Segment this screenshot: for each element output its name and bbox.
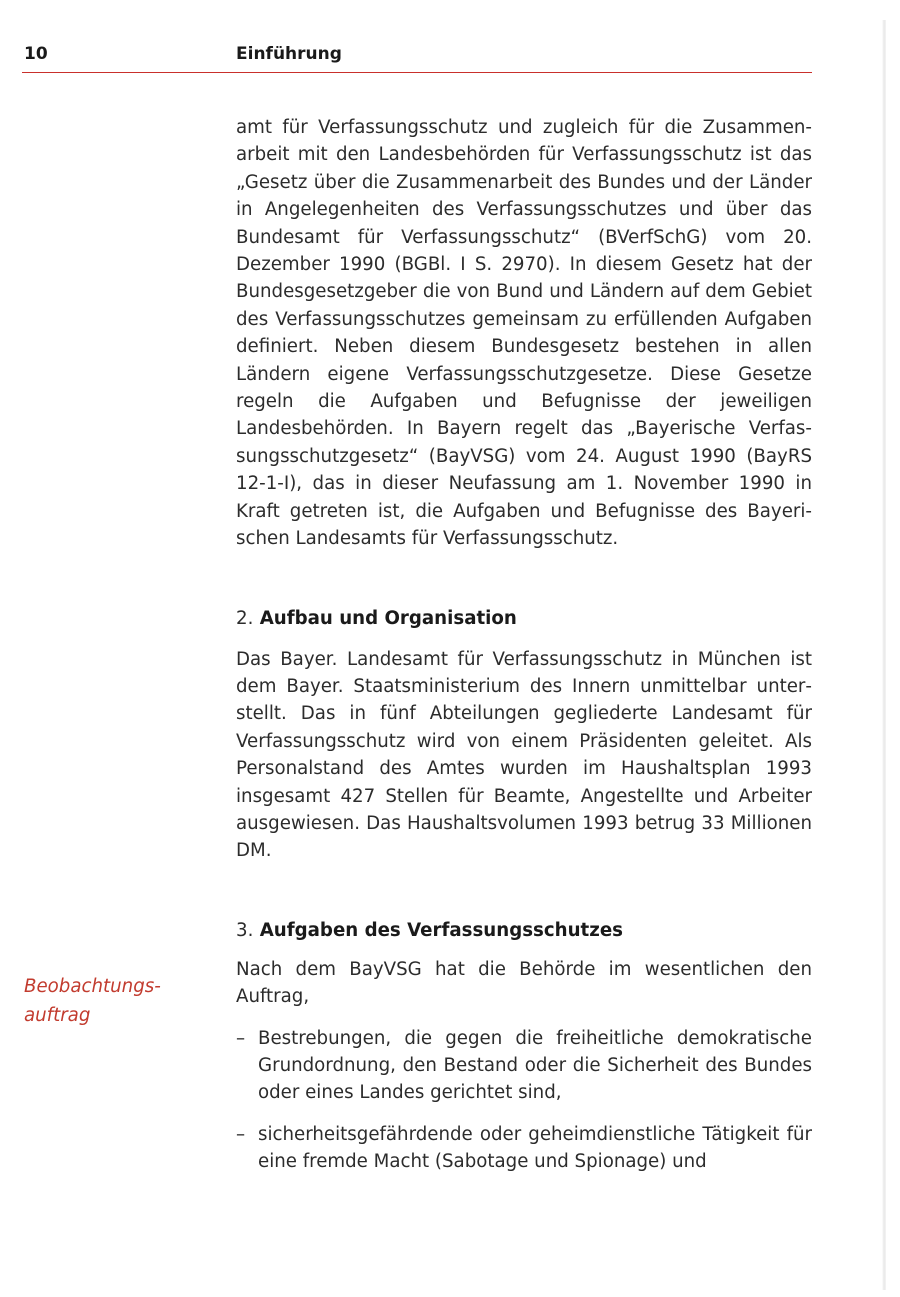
margin-note-line-2: auftrag: [24, 1005, 91, 1026]
list-item-text: sicherheitsgefährdende oder geheimdienstliche Tätigkeit für eine fremde Macht (Sabotage und Spionage) und: [258, 1123, 812, 1173]
section-3-number: 3.: [236, 919, 254, 941]
list-item-text: Bestrebungen, die gegen die freiheitliche demokratische Grundordnung, den Bestand oder die Sicherheit des Bundes oder eines Landes gerichtet sind,: [258, 1027, 812, 1104]
header-rule: [22, 72, 812, 73]
section-2-title: Aufbau und Organisation: [259, 607, 517, 629]
section-2-number: 2.: [236, 607, 254, 629]
margin-note-line-1: Beobachtungs-: [24, 976, 161, 997]
list-item: [236, 1025, 812, 1107]
running-title: Einführung: [236, 44, 342, 64]
list-item: [236, 1121, 812, 1176]
intro-paragraph: amt für Verfassungsschutz und zugleich für die Zusammenarbeit mit den Landesbehörden für Verfassungsschutz ist das „Gesetz über die Zusammenarbeit des Bundes und der Länder in Angelegenheiten des Verfassungsschutzes und über das Bundesamt für Verfassungsschutz“ (BVerfSchG) vom 20. Dezember 1990 (BGBl. I S. 2970). In diesem Gesetz hat der Bundesgesetzgeber die von Bund und Ländern auf dem Gebiet des Verfassungsschutzes gemeinsam zu erfüllenden Aufgaben definiert. Neben diesem Bundesgesetz bestehen in allen Ländern eigene Verfassungsschutzgesetze. Diese Gesetze regeln die Aufgaben und Befugnisse der jeweiligen Landesbehörden. In Bayern regelt das „Bayerische Verfassungsschutzgesetz“ (BayVSG) vom 24. August 1990 (BayRS 12-1-I), das in dieser Neufassung am 1. November 1990 in Kraft getreten ist, die Aufgaben und Befugnisse des Bayerischen Landesamts für Verfassungsschutz.: [236, 117, 812, 550]
section-3-intro: Nach dem BayVSG hat die Behörde im wesentlichen den Auftrag,: [236, 958, 812, 1008]
page-number: 10: [24, 44, 48, 64]
margin-note: [24, 972, 204, 1030]
dash-marker: –: [236, 1027, 246, 1049]
dash-marker: –: [236, 1123, 246, 1145]
section-2-paragraph: Das Bayer. Landesamt für Verfassungsschutz in München ist dem Bayer. Staatsministerium des Innern unmittelbar unterstellt. Das in fünf Abteilungen gegliederte Landesamt für Verfassungsschutz wird von einem Präsidenten geleitet. Als Personalstand des Amtes wurden im Haushaltsplan 1993 insgesamt 427 Stellen für Beamte, Angestellte und Arbeiter ausgewiesen. Das Haushaltsvolumen 1993 betrug 33 Millionen DM.: [236, 648, 812, 862]
section-3-title: Aufgaben des Verfassungsschutzes: [259, 919, 623, 941]
page-edge-shadow: [882, 20, 886, 1290]
section-2-heading: [236, 605, 812, 632]
task-list: [236, 1025, 812, 1176]
section-3-heading: [236, 917, 812, 944]
main-text-column: [236, 114, 812, 1190]
